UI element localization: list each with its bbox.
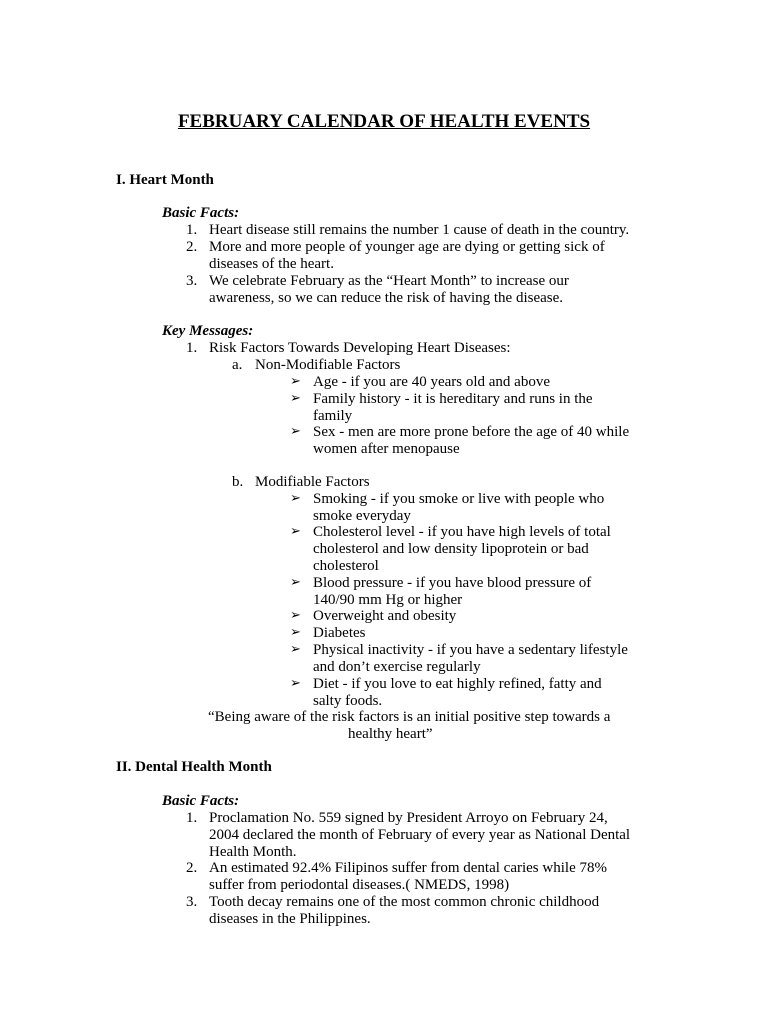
bullet-text [313, 642, 658, 676]
bullet-text [313, 625, 658, 642]
arrow-bullet-icon: ➢ [290, 374, 301, 389]
text-line: 2004 declared the month of February of every year as National Dental [209, 826, 631, 843]
item-number: 1. [186, 340, 198, 356]
text-line: Blood pressure - if you have blood pressure of [313, 575, 592, 591]
item-text: Risk Factors Towards Developing Heart Diseases: [209, 340, 511, 356]
arrow-bullet-icon: ➢ [290, 642, 301, 657]
quote-line: “Being aware of the risk factors is an initial positive step towards a [208, 709, 611, 725]
basic-facts-label: Basic Facts: [162, 205, 240, 221]
text-line: Tooth decay remains one of the most common chronic childhood [209, 894, 600, 910]
text-line: family [313, 407, 353, 424]
item-number: 2. [186, 239, 198, 255]
item-text [209, 222, 649, 239]
arrow-bullet-icon: ➢ [290, 608, 301, 623]
text-line: women after menopause [313, 440, 460, 457]
text-line: Proclamation No. 559 signed by President Arroyo on February 24, [209, 810, 608, 826]
key-messages-label: Key Messages: [162, 323, 254, 339]
item-text [209, 273, 649, 307]
bullet-text [313, 575, 658, 609]
text-line: cholesterol [313, 557, 379, 574]
section-heading-heart-month: I. Heart Month [116, 172, 214, 188]
arrow-bullet-icon: ➢ [290, 575, 301, 590]
page-title: FEBRUARY CALENDAR OF HEALTH EVENTS [177, 111, 591, 132]
text-line: Heart disease still remains the number 1 cause of death in the country. [209, 222, 630, 238]
item-text: Non-Modifiable Factors [255, 357, 401, 373]
text-line: awareness, so we can reduce the risk of having the disease. [209, 289, 564, 306]
arrow-bullet-icon: ➢ [290, 625, 301, 640]
text-line: 140/90 mm Hg or higher [313, 591, 463, 608]
item-number: 3. [186, 894, 198, 910]
arrow-bullet-icon: ➢ [290, 524, 301, 539]
quote-line: healthy heart” [348, 725, 433, 742]
text-line: salty foods. [313, 692, 383, 709]
text-line: cholesterol and low density lipoprotein or bad [313, 540, 589, 557]
text-line: Cholesterol level - if you have high levels of total [313, 524, 611, 540]
bullet-text [313, 374, 658, 391]
text-line: Smoking - if you smoke or live with people who [313, 491, 605, 507]
text-line: diseases in the Philippines. [209, 910, 371, 927]
item-text [209, 894, 649, 928]
arrow-bullet-icon: ➢ [290, 391, 301, 406]
text-line: Family history - it is hereditary and runs in the [313, 391, 593, 407]
text-line: Physical inactivity - if you have a sedentary lifestyle [313, 642, 628, 658]
bullet-text [313, 676, 658, 710]
item-number: 2. [186, 860, 198, 876]
text-line: Overweight and obesity [313, 608, 457, 624]
item-letter: b. [232, 474, 244, 490]
text-line: An estimated 92.4% Filipinos suffer from dental caries while 78% [209, 860, 607, 876]
text-line: Sex - men are more prone before the age of 40 while [313, 424, 630, 440]
bullet-text [313, 524, 658, 574]
text-line: Age - if you are 40 years old and above [313, 374, 550, 390]
item-text [209, 239, 649, 273]
text-line: Health Month. [209, 843, 297, 860]
text-line: smoke everyday [313, 507, 411, 524]
text-line: suffer from periodontal diseases.( NMEDS, 1998) [209, 876, 510, 893]
section-heading-dental-health-month: II. Dental Health Month [116, 759, 272, 775]
text-line: diseases of the heart. [209, 255, 334, 272]
text-line: and don’t exercise regularly [313, 658, 481, 675]
bullet-text [313, 391, 658, 425]
bullet-text [313, 608, 658, 625]
bullet-text [313, 424, 658, 458]
text-line: Diet - if you love to eat highly refined, fatty and [313, 676, 602, 692]
arrow-bullet-icon: ➢ [290, 676, 301, 691]
item-text: Modifiable Factors [255, 474, 370, 490]
item-letter: a. [232, 357, 243, 373]
item-text [209, 810, 649, 860]
item-number: 1. [186, 810, 198, 826]
bullet-text [313, 491, 658, 525]
text-line: Diabetes [313, 625, 366, 641]
text-line: More and more people of younger age are dying or getting sick of [209, 239, 605, 255]
basic-facts-label: Basic Facts: [162, 793, 240, 809]
arrow-bullet-icon: ➢ [290, 491, 301, 506]
item-number: 1. [186, 222, 198, 238]
item-number: 3. [186, 273, 198, 289]
item-text [209, 860, 649, 894]
text-line: We celebrate February as the “Heart Month” to increase our [209, 273, 569, 289]
closing-quote [208, 709, 648, 743]
arrow-bullet-icon: ➢ [290, 424, 301, 439]
